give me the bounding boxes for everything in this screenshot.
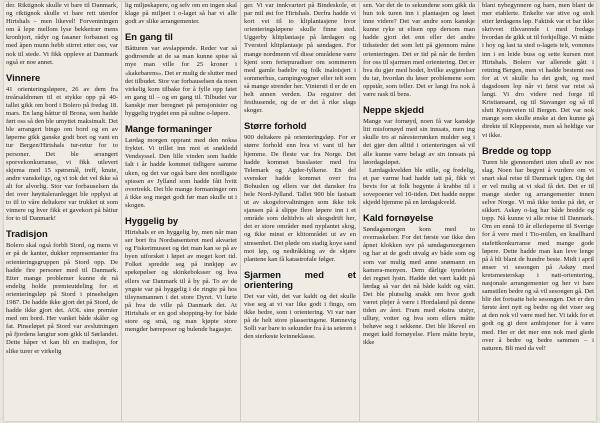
body-paragraph: Søndagsmorgen kom med to overraskelser. For det første var ikke den åpnet klokken syv på søndagsmorgenen og har at de godt utvalg av både som og som var mulig med anne snømann en kamera-menyen. Dem dårlige tyneleten det regnet lystn. Hadde det vært kaldt på lørdag så var det nå både kaldt og vått. Det ble plutselig snakk om hvor godt været plejer å være i Hordaland på denne tiden av året. Fram med ekstra utstyr, ulltøy, votter og hva som ellers måtte behøve seg i sekkene. Det ble likevel en meget kald fornøyelse. Flere måtte bryte, ikke bbox=[363, 226, 475, 347]
body-paragraph: Hirtshals er en hyggelig by, men når man ser bort fra Nordsøsenteret med akvariet og Fiskerimuseet og det man kan se på av byen utforsket i løpet av meget kort tid. Folket spredde seg på innkjøp av spekepølser og skinkeboksser og hva ellers var Danmark til å by på. To av de yngste var på hyggelig i de ringte på hos tilsynsmannen i det store Dyret. Vi lurte på hva de ville på Danmark det. At Hirtshals er en god shopping-by for både store og små, og man kjøpte store mengder bæreposer og bulende bagasjer. bbox=[125, 228, 237, 334]
body-paragraph: Bolero skal også forbli Stord, og mens vi er på de kanter, dukker representanter fra orienteringsgruppen på Stord opp. De hadde fire personer med til Danmark. Etter mange problemer kunne de nå endelig holde premieutdeling for et orienteringsløp på Stord i pinsehelgen 1987. De hadde ikke gjort det på Stord, de hadde ikke gjort det. AOL sine premier med om bord. Her vanket både skåler og fat. Pinseløpet på Stord var avslutningen på fjordens langtur som gikk til Sørlandet. Dette håper vi kan bli en tradisjon, for slike turer er virkelig bbox=[6, 242, 118, 355]
section-heading: Mange formaninger bbox=[125, 123, 212, 135]
section-heading: En gang til bbox=[125, 31, 173, 43]
section-heading: Større forhold bbox=[244, 120, 307, 132]
column-divider bbox=[240, 2, 241, 421]
body-paragraph: Mange var fornøyd, noen få var kanskje litt misfornøyd med sin innsats, men ing skulle tro at nåresterrønken mulder seg i det gjør den alltid i orienteringen så vil alle kunne være belagt av sin innsats på løordagsløpet. bbox=[363, 118, 475, 166]
column-divider bbox=[121, 2, 122, 421]
column-divider bbox=[359, 2, 360, 421]
article-column-3 bbox=[244, 2, 356, 419]
body-paragraph: blant nybegynnere og barn, men blant de mer etablerte. Enkelte var stive og stolt etter lørdagens løp. Faktisk var et bar ikke skrivvet tilsvarende i med fredags hvordan de gikk ut til forkjellige. Vi måtte i hoy og last ta sted o-lagets telt, vommes inn i en leide buss og sette kursen mot Hirtshals. Bolero var allerede gått i retning Bergen, men vi hadde bestemt oss for at vi skulle ha det godt, og med dagsdosen lop når vi først var reist så langt. Vi dro videre ned forge til Kristiansand, og til Stavanger og så til slutt Kysteveien til Bergen. Det var nok mange som skulle ønske at den kunne gå direkte til Kleppeestø, men så heldige var vi ikke. bbox=[482, 2, 594, 139]
section-heading: Vinnere bbox=[6, 71, 41, 83]
body-paragraph: Lørdagskvelden ble stille, og fredelig, et par varme bad hadde tatt på, fikk vi bevis for at folk begynte å krabbe til i sovepoener vel 10-tiden. Det hadde neppe skjedd hjemme på en lørdagskveld. bbox=[363, 166, 475, 207]
column-divider bbox=[478, 2, 479, 421]
body-paragraph: Båtturen var avslappende. Reder var så godtroende at de sa man kunne spise så mye man ville for 25 kroner i «kakebarens». Det er mulig de slutter med det tilbudet. Stor var forbauselsen da noen virkelig kom tilbake for å fylle opp fatet en gang til – og en gang til. Tilbudet var kanskje mer beregnet på pensjonister og hyggelig trygdet enn på sultne o-løpere. bbox=[125, 45, 237, 118]
newspaper-clipping bbox=[4, 2, 596, 421]
body-paragraph: sen. Var det de to sekundene som gikk da hun tok turen inn i plantasjen og løset inne videre? Det var andre som kanskje kunne ryke ut elisen opp dersom man hadde gjort det enn eller det andre tidssteder det som lett på gjennom måne orienteringen. Det er tid på når de ferden for oss til sjarmen med orientering. Det er hva du gjør med hodet, hvilke avgjørelser du tar, hvordan du løser problemene som oppstår, som teller. Det er langt fra nok å være rask til bens. bbox=[363, 2, 475, 99]
section-heading: Hyggelig by bbox=[125, 214, 179, 226]
article-column-4 bbox=[363, 2, 475, 419]
section-heading: Bredde og topp bbox=[482, 144, 552, 156]
section-heading: Neppe skjedd bbox=[363, 104, 424, 116]
body-paragraph: ger. Vi var innkvartert på Bindeskole, et par mil øst for Hirtshals. Derfra hadde vi kort vei til to kliplantasjene hvor orienteringsløpene skulle finne sted. Uggerby klitplantasje på lørdagen og Tversted klitplantasje på søndagen. For mange nordmenn vil disse områdene være kjent som feriepuradiser om sommeren med gamle badeliv og folk inaloisjert i sommerhus, campingvogner eller telt som så mange strender her. Vintersti d er de en helt annen verden. Da reguirer det festhusende, og de er det å rike slags skoger. bbox=[244, 2, 356, 115]
article-column-5 bbox=[482, 2, 594, 419]
article-column-2 bbox=[125, 2, 237, 419]
article-column-1 bbox=[6, 2, 118, 419]
section-heading: Tradisjon bbox=[6, 228, 48, 240]
body-paragraph: Turen ble gjennomført uten uhell av noe slag. Noen har begynt å vurdere om vi snart skal reise til Danmark igjen. Og det er vel mulig at vi skal få det. Det er til mange steder og arrangementer innen selve Norge. Vi må ikke tenke på det, er sikkert. Askøy o-lag har både bredde og topp. Nå kunne vi alle reise til Danmark. Om en ennå 10 år ellerleperne til Sverige for å vere med i Tio-milen, en knallhard stafettkonkurranse med mange gode løpere. Dette hadde man kan leve lenge på å bli blant de hundre beste. Midt i april ønser vi sesongen på Askøy med kretsmesterskap i natt-orientering, nasjonale arrangementer og her vi bare samstilen bedre og så vil sesongen gå. Det blir det fortsatte hele sesongen. Det er den første året nytt og bedre og det viser seg at den nok vil være med her. Vi takk for et godt og gi dere ambisjoner for å være med. Her er det mer enn nok med glede over å bedre og bedre sammen – i naturen. Bli med da vel! bbox=[482, 158, 594, 352]
body-paragraph: Lørdag morgen opprant med den noksa fryktet. Vi trillet inn mot et snøkledd Vendsyssel. Den lille vinden som hadde falt i år hadde kommet tidligere samme uken, og det var også bare den nordligste spissen av Jylland som hadde fått hvitt overtrekk. Det ble mange formaninger om å ikke sog meget godt før man skulle ut i skogen. bbox=[125, 137, 237, 209]
body-paragraph: Det var vått, det var kaldt og det skulle vise seg at vi var like godt i fingo, om ikke bedre, som i orientering. Vi var nær på de helt store plasseringene. Rønnevig Solli var bare to sekunder fra å ta seieren i den sterkeste kvinneklasse. bbox=[244, 292, 356, 341]
body-paragraph: 900 deltakere på orienteringsløp. For er større forhold enn hva vi vant til her hjemme. De fleste var fra Norge. Det hadde kommet busslaster med fra Telemark og Agder-fylkene. En del svensker hadde kommet over fra Bohuslen og ellers var det dansker fra hele Nord-Jylland. Tallet 900 ble fastsatt ut av skogsforvaltningen som ikke tok sjansen på å slippe flere løpere inn i et område som deltidvis alt skogsdrift her, det er store områder med nyplantet skog, og ikke minst er klitområdet ut av en stresenhet. Det pløde om stadig koye sand mot løp, og nedtråkking av de skjøre plantene kan få katastrofale følger. bbox=[244, 134, 356, 263]
body-paragraph: der. Riktignok skulle vi bare til Danmark, og riktignok skulle vi bare rett utenfor Hirtshals – men likevel! Forventningen om å lepe mellom lyse bekketrær mens kronhjort, rådyr og fasaner forbauset og med åpen munn hebb stirret etter oss, var nok til stede. Vi fikk oppleve at Danmark også er noe annet. bbox=[6, 2, 118, 66]
body-paragraph: 41 orienteringsløpere, 26 av dem fra treårsaldrenen til et stykke opp på 40-tallet gikk om bord i Bolero på fredag 18. mars. En lang båttur til Brona, som hadde ført oss så den ble umyttet maksimalt. Det ble arrangert bingo om bord og en av løperne gikk ganske godt bort og vant en tur Bergen/Hirtshals tur-retur for to personer. Det ble arrangert sporvekonkurranse, vi fikk utlevert skjema med 15 spørsmål, treff, knute, andre vanskelige, og vi tok det vel ikke så alt for alvorlig. Stor var forbauselsen da det over høyttaleranlegget ble opplyst at to til to våre deltakere var trukket ut som vinnere og hver fikk et gavekort på båttur for to til Danmark! bbox=[6, 85, 118, 223]
section-heading: Sjarmen med et orientering bbox=[244, 268, 356, 290]
body-paragraph: lig miljøskapere, og selv om en ingen skal klage på miljøet i o-laget så har vi alle godt av slike arrangementer. bbox=[125, 2, 237, 26]
section-heading: Kald fornøyelse bbox=[363, 212, 434, 224]
